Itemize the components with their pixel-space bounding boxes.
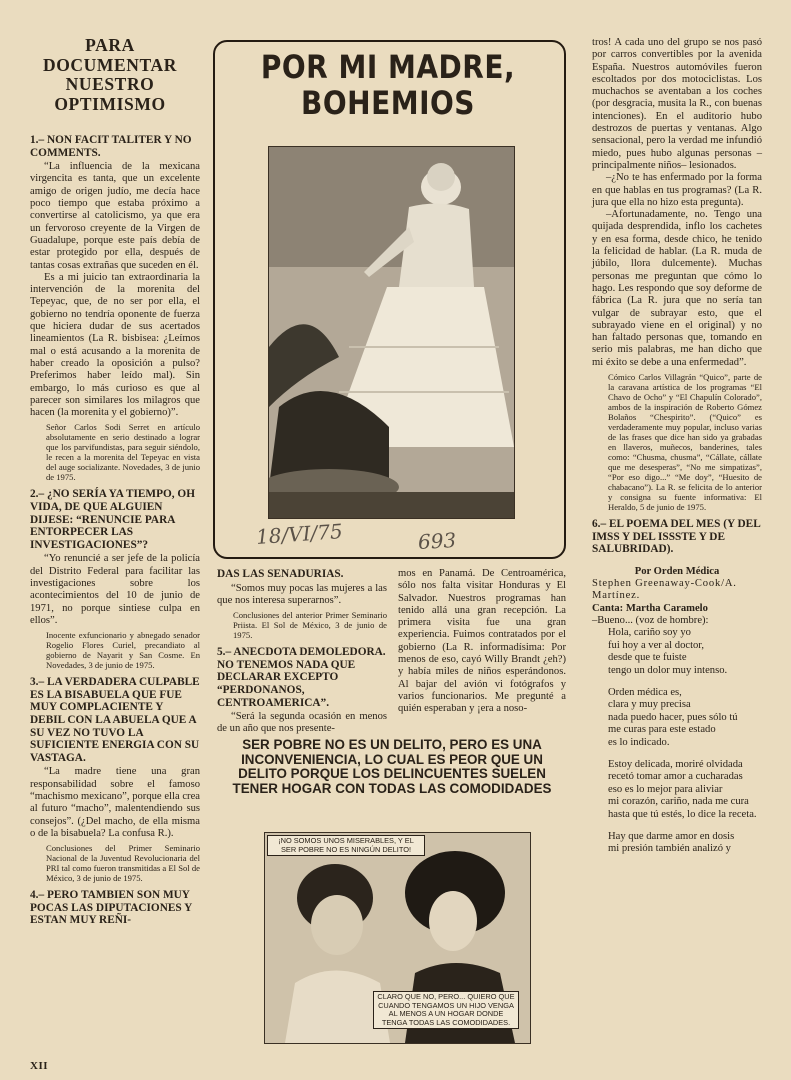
item-5-answer: –Afortunadamente, no. Tengo una quijada desprendida, inflo los cachetes y en esa forma, desde chico, he tenido la felicidad de hablar. (La R. muda de júbilo, llora dulcemente). Muchas personas me preguntan que cómo lo hago. Les respondo que soy deforme de fábrica (La R. jura que no sería tan vulgar de subrayar esto, que el subrayado viene en el original) y no han faltado personas que, tomando en serio mis palabras, me han dicho que mi éxito se debe a una enfermedad”. (592, 209, 762, 368)
item-4-heading: 4.– PERO TAMBIEN SON MUY POCAS LAS DIPUTACIONES Y ESTAN MUY REÑI- (30, 889, 192, 927)
section-title-line: NUESTRO (65, 74, 155, 94)
item-3-paragraph: “La madre tiene una gran responsabilidad sobre el famoso “machismo mexicano”, porque ella crea al futuro “macho”, malentendiendo sus consejos”. (¿Del macho, de ella misma o de la bisabuela? La confusa R.). (30, 766, 200, 839)
poem-line: Hola, cariño soy yo (608, 627, 691, 639)
column-3 (398, 568, 566, 716)
item-5-paragraph-continued: mos en Panamá. De Centroamérica, sólo nos falta visitar Honduras y El Salvador. Nuestros programas han tenido allá una gran recepción. La primera visita fue una gran experiencia. Fuimos contratados por el gobierno (La R. informadísima: Por menos de eso, cayó Willy Brandt ¿eh?) y había miles de niños esperándonos. Al bajar del avión vi fotógrafos y varios funcionarios. Me pregunté a quién esperaban y ¡era a noso- (398, 568, 566, 715)
item-1-source: Señor Carlos Sodi Serret en artículo absolutamente en serio destinado a lograr que los parvifundistas, para seguir siéndolo, le recen a la morenita del Tepeyac en vista del auge socializante. Novedades, 3 de junio de 1975. (46, 422, 200, 483)
poem-line: tengo un dolor muy intenso. (608, 664, 728, 676)
poem-intro: –Bueno... (voz de hombre): (592, 614, 709, 626)
item-4-heading-continued: DAS LAS SENADURIAS. (217, 568, 344, 580)
photo-couple (264, 832, 531, 1044)
item-5-heading: 5.– ANECDOTA DEMOLEDORA. NO TENEMOS NADA QUE DECLARAR EXCEPTO “PERDONANOS, CENTROAMERICA”. (217, 646, 386, 709)
section-title-line: DOCUMENTAR (42, 54, 177, 75)
poem-stanza (608, 831, 762, 856)
item-1-paragraph: “La influencia de la mexicana virgencita es tanta, que un excelente amigo de origen judío, me decía hace poco tiempo que estaba próximo a convertirse al catolicismo, ya que era un fervoroso creyente de la Virgen de Guadalupe, porque este país debía de estar protegido por ella, después de tantas cosas extrañas que suceden en él. (30, 161, 200, 271)
handwritten-number: 693 (417, 528, 457, 554)
item-3-source: Conclusiones del Primer Seminario Nacional de la Juventud Revolucionaria del PRI tal como fueron transmitidas a El Sol de México, 3 de junio de 1975. (46, 843, 200, 884)
poem-line: Hay que darme amor en dosis (608, 830, 735, 842)
column-4 (592, 37, 762, 856)
item-5-question: –¿No te has enfermado por la forma en que hablas en tus programas? (La R. jura que ella no hizo esta pregunta). (592, 172, 762, 208)
item-4-paragraph: “Somos muy pocas las mujeres a las que nos interesa superarnos”. (217, 582, 387, 606)
item-2-heading: 2.– ¿NO SERÍA YA TIEMPO, OH VIDA, DE QUE ALGUIEN DIJESE: “RENUNCIE PARA ENTORPECER LAS INVESTIGACIONES”? (30, 488, 195, 551)
poem-stanza (608, 759, 762, 821)
poem-authors: Stephen Greenaway-Cook/A. Martínez. (592, 578, 737, 602)
poem-line: es lo indicado. (608, 736, 670, 748)
poem-line: me curas para este estado (608, 724, 716, 736)
headline-line: POR MI MADRE, (260, 48, 516, 87)
poem-stanza (608, 687, 762, 749)
poem-line: fui hoy a ver al doctor, (608, 639, 705, 651)
poem-line: hasta que tú estés, lo dice la receta. (608, 808, 757, 820)
subheadline: SER POBRE NO ES UN DELITO, PERO ES UNA INCONVENIENCIA, LO CUAL ES PEOR QUE UN DELITO PORQUE LOS DELINCUENTES SUELEN TENER HOGAR CON TODAS LAS COMODIDADES (232, 737, 552, 796)
speech-bubble-man: ¡NO SOMOS UNOS MISERABLES, Y EL SER POBRE NO ES NINGÚN DELITO! (267, 835, 425, 856)
item-2-paragraph: “Yo renuncié a ser jefe de la policía del Distrito Federal para facilitar las investigaciones sobre los acontecimientos del 10 de junio de 1971, no porque sintiese culpa en ellos”. (30, 553, 200, 626)
poem-title: Por Orden Médica (634, 565, 720, 577)
poem-line: Orden médica es, (608, 686, 682, 698)
headline-line: BOHEMIOS (301, 83, 475, 122)
section-title-line: PARA (85, 35, 135, 55)
item-5-source: Cómico Carlos Villagrán “Quico”, parte de la caravana artística de los programas “El Chavo de Ocho” y “El Chapulín Colorado”, ambos de la inspiración de Roberto Gómez Bolaños “Chespirito”. (“Quico” es verdaderamente muy popular, incluso varias de las frases que dice han sido ya grabadas en llaveros, muñecos, banderines, tales como: “Chusma, chusma”, “Cállate, cállate que me desesperas”, “No me simpatizas”, “Por eso digo...” “Me doy”, “Huesito de chabacano”). La R. se felicita de lo anterior y consigna su fuente informativa: El Heraldo, 5 de junio de 1975. (608, 372, 762, 513)
item-1-paragraph: Es a mi juicio tan extraordinaria la intervención de la morenita del Tepeyac, que, de no ser por ella, el gobierno no tendría oponente de fuerza que hiciera dudar de sus acertados lineamientos (La R. bisbisea: ¿Leímos mal o está acusando a la morenita de haber creado la oposición a pulso? Preferimos haber leído mal). Sin embargo, lo más curioso es que al parecer son similares los milagros que hacen (la morenita y el gobierno)”. (30, 271, 200, 419)
item-6-heading: 6.– EL POEMA DEL MES (Y DEL IMSS Y DEL ISSSTE Y DE SALUBRIDAD). (592, 518, 761, 556)
poem-line: recetó tomar amor a cucharadas (608, 771, 743, 783)
photo-woman-illustration (269, 147, 514, 518)
poem-singer: Canta: Martha Caramelo (592, 602, 708, 614)
column-1 (30, 128, 200, 929)
poem-line: clara y muy precisa (608, 699, 691, 711)
page-number: XII (30, 1060, 49, 1072)
poem-line: mi corazón, cariño, nada me cura (608, 796, 749, 808)
column-2 (217, 568, 387, 736)
poem-stanza (608, 627, 762, 677)
item-2-source: Inocente exfuncionario y abnegado senador Rogelio Flores Curiel, precandiato al gobierno de Nayarit y San Cosme. En Novedades, 3 de junio de 1975. (46, 630, 200, 671)
poem-line: desde que te fuiste (608, 652, 687, 664)
poem-line: Estoy delicada, moriré olvidada (608, 758, 743, 770)
item-4-source: Conclusiones del anterior Primer Seminario Priista. El Sol de México, 3 de junio de 1975. (233, 610, 387, 641)
poem-line: eso es lo mejor para aliviar (608, 783, 723, 795)
photo-woman-in-dress (268, 146, 515, 519)
handwritten-date: 18/VI/75 (255, 519, 344, 549)
section-title (30, 36, 190, 114)
item-3-heading: 3.– LA VERDADERA CULPABLE ES LA BISABUELA QUE FUE MUY COMPLACIENTE Y DEBIL CON LA ABUELA QUE A SU VEZ NO TUVO LA SUFICIENTE ENERGIA CON SU VASTAGA. (30, 676, 200, 764)
item-5-paragraph: “Será la segunda ocasión en menos de un año que nos presente- (217, 711, 387, 735)
item-1-heading: 1.– NON FACIT TALITER Y NO COMMENTS. (30, 134, 192, 159)
speech-bubble-woman: CLARO QUE NO, PERO... QUIERO QUE CUANDO TENGAMOS UN HIJO VENGA AL MENOS A UN HOGAR DONDE TENGA TODAS LAS COMODIDADES. (373, 991, 519, 1029)
headline (228, 49, 548, 120)
poem-line: nada puedo hacer, pues sólo tú (608, 711, 738, 723)
item-5-paragraph-end: tros! A cada uno del grupo se nos pasó por carros convertibles por la avenida España. Nuestros automóviles fueron escoltados por dos motociclistas. Los muchachos se aventaban a los coches (por desgracia, musita la R., con buenas intenciones). En el auditorio hubo destrozos de puertas y ventanas. Algo sensacional, pero la verdad me infundió miedo, pues hubo algunas personas –principalmente niños– lesionados. (592, 37, 762, 171)
poem-line: mi presión también analizó y (608, 843, 731, 855)
section-title-line: OPTIMISMO (54, 93, 166, 114)
